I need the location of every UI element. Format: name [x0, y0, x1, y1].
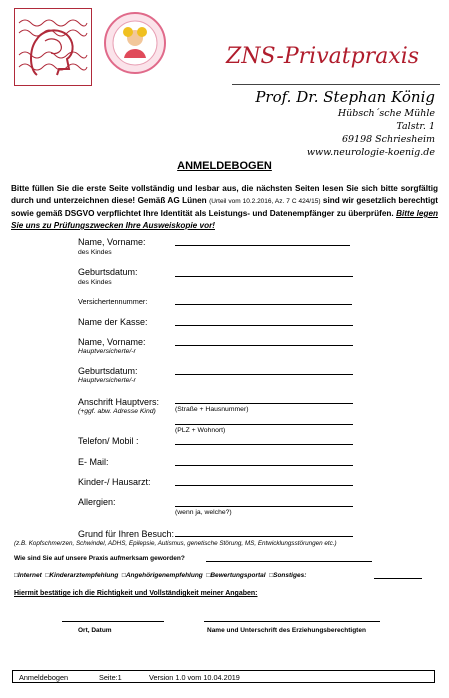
phone-label: Telefon/ Mobil :	[78, 436, 139, 446]
intro-id-request: Bitte legen Sie uns zu Prüfungszwecken Ihre Ausweiskopie vor!	[11, 209, 439, 230]
child-name-field[interactable]	[175, 245, 350, 246]
address-line-1: Hübsch´sche Mühle	[337, 108, 435, 119]
referral-options	[14, 572, 306, 579]
brain-icon	[15, 9, 90, 84]
intro-citation: (Urteil vom 10.2.2016, Az. 7 C 424/15)	[209, 198, 321, 205]
form-title: ANMELDEBOGEN	[177, 160, 272, 172]
allergies-field[interactable]	[175, 506, 353, 507]
insurance-number-field[interactable]	[175, 304, 352, 305]
place-date-field[interactable]	[62, 621, 164, 622]
footer-version: Version 1.0 vom 10.04.2019	[149, 673, 240, 682]
child-dob-sublabel: des Kindes	[78, 279, 112, 286]
child-name-label: Name, Vorname:	[78, 237, 146, 247]
child-dob-label: Geburtsdatum:	[78, 267, 138, 277]
insurance-name-label: Name der Kasse:	[78, 317, 148, 327]
address-sublabel: (+ggf. abw. Adresse Kind)	[78, 408, 156, 415]
signature-field[interactable]	[204, 621, 380, 622]
option-relatives[interactable]: □Angehörigenempfehlung	[121, 572, 203, 579]
insurance-name-field[interactable]	[175, 325, 353, 326]
brain-logo	[14, 8, 92, 86]
reason-field[interactable]	[175, 536, 353, 537]
option-other[interactable]: □Sonstiges:	[269, 572, 307, 579]
footer-document: Anmeldebogen	[19, 673, 69, 682]
reason-label: Grund für Ihren Besuch:	[78, 529, 175, 539]
insured-name-sublabel: Hauptversicherte/-r	[78, 348, 136, 355]
neuro-kids-seal	[102, 10, 168, 76]
phone-field[interactable]	[175, 444, 353, 445]
intro-text-2: sind wir gesetzlich berechtigt sowie gemäß DSGVO verpflichtet Ihre Identität als Leistungs- und Datenempfänger zu überprüfen.	[11, 196, 438, 218]
address-label: Anschrift Hauptvers:	[78, 397, 160, 407]
child-name-sublabel: des Kindes	[78, 249, 112, 256]
child-dob-field[interactable]	[175, 276, 353, 277]
insured-dob-label: Geburtsdatum:	[78, 366, 138, 376]
referral-answer-field[interactable]	[206, 561, 372, 562]
allergies-hint: (wenn ja, welche?)	[175, 509, 232, 516]
reason-examples: (z.B. Kopfschmerzen, Schwindel, ADHS, Epilepsie, Autismus, genetische Störung, MS, Entwicklungsstörungen etc.)	[14, 540, 337, 547]
header-divider	[232, 84, 440, 85]
address-line-3: 69198 Schriesheim	[341, 134, 435, 145]
signature-label: Name und Unterschrift des Erziehungsberechtigten	[207, 627, 366, 634]
email-label: E- Mail:	[78, 457, 109, 467]
email-field[interactable]	[175, 465, 353, 466]
intro-paragraph	[11, 183, 438, 232]
practice-name: ZNS-Privatpraxis	[226, 44, 420, 69]
doctor-field[interactable]	[175, 485, 353, 486]
other-field[interactable]	[374, 578, 422, 579]
insurance-number-label: Versichertennummer:	[78, 297, 148, 306]
option-internet[interactable]: □Internet	[14, 572, 42, 579]
seal-icon	[102, 10, 168, 76]
insured-name-label: Name, Vorname:	[78, 337, 146, 347]
doctor-name: Prof. Dr. Stephan König	[255, 88, 435, 106]
street-hint: (Straße + Hausnummer)	[175, 406, 249, 413]
allergies-label: Allergien:	[78, 497, 116, 507]
city-hint: (PLZ + Wohnort)	[175, 427, 226, 434]
insured-dob-field[interactable]	[175, 374, 353, 375]
insured-dob-sublabel: Hauptversicherte/-r	[78, 377, 136, 384]
website-link[interactable]: www.neurologie-koenig.de	[306, 147, 435, 158]
intro-text-1: Bitte füllen Sie die erste Seite vollständig und lesbar aus, die nächsten Seiten lesen Sie sich bitte sorgfältig durch und unterzeichnen diese! Gemäß AG Lünen	[11, 184, 438, 205]
confirmation-text: Hiermit bestätige ich die Richtigkeit und Vollständigkeit meiner Angaben:	[14, 590, 258, 597]
option-pediatrician[interactable]: □Kinderarztempfehlung	[45, 572, 119, 579]
option-rating-portal[interactable]: □Bewertungsportal	[206, 572, 266, 579]
referral-question: Wie sind Sie auf unsere Praxis aufmerksam geworden?	[14, 555, 185, 562]
address-city-field[interactable]	[175, 424, 353, 425]
footer-page: Seite:1	[99, 673, 122, 682]
place-date-label: Ort, Datum	[78, 627, 112, 634]
doctor-label: Kinder-/ Hausarzt:	[78, 477, 151, 487]
insured-name-field[interactable]	[175, 345, 353, 346]
address-street-field[interactable]	[175, 403, 353, 404]
address-line-2: Talstr. 1	[396, 121, 435, 132]
footer-bar	[12, 670, 435, 683]
